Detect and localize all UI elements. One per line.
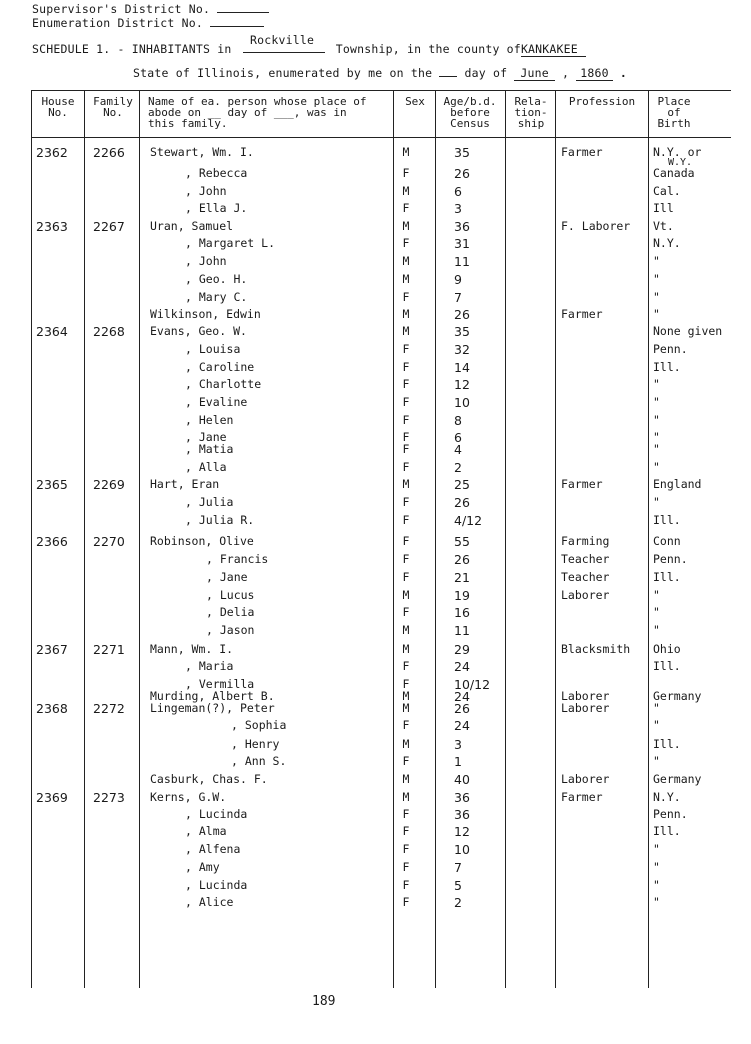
- birthplace-value: ": [653, 460, 660, 474]
- age-value: 36: [454, 790, 470, 805]
- person-name: , Lucinda: [185, 878, 248, 892]
- age-value: 4/12: [454, 513, 483, 528]
- age-value: 40: [454, 772, 470, 787]
- profession-value: Laborer: [561, 772, 610, 786]
- birthplace-value: ": [653, 495, 660, 509]
- sex-value: F: [402, 413, 410, 427]
- sex-value: F: [402, 552, 410, 566]
- sex-value: F: [402, 513, 410, 527]
- profession-value: Farmer: [561, 145, 603, 159]
- birthplace-value: N.Y.: [653, 236, 681, 250]
- sex-value: F: [402, 605, 410, 619]
- page-number: 189: [312, 994, 336, 1009]
- day-word: day of: [464, 66, 508, 80]
- family-no: 2270: [93, 534, 125, 549]
- col-divider-4: [435, 90, 436, 988]
- sex-value: M: [402, 623, 410, 637]
- house-no: 2367: [36, 642, 68, 657]
- end-mark: .: [619, 66, 627, 80]
- birthplace-value: ": [653, 442, 660, 456]
- age-value: 4: [454, 442, 462, 457]
- sex-value: F: [402, 807, 410, 821]
- age-value: 3: [454, 737, 462, 752]
- age-value: 26: [454, 495, 470, 510]
- col-divider-7: [648, 90, 649, 988]
- birthplace-value: Cal.: [653, 184, 681, 198]
- person-name: Murding, Albert B.: [150, 689, 275, 703]
- age-value: 36: [454, 807, 470, 822]
- sex-value: F: [402, 342, 410, 356]
- house-no: 2363: [36, 219, 68, 234]
- birthplace-value: ": [653, 588, 660, 602]
- supervisor-blank: [217, 2, 269, 13]
- birthplace-value: ": [653, 754, 660, 768]
- person-name: , Rebecca: [185, 166, 248, 180]
- family-no: 2273: [93, 790, 125, 805]
- age-value: 10/12: [454, 677, 491, 692]
- sex-value: M: [402, 588, 410, 602]
- age-value: 25: [454, 477, 470, 492]
- birthplace-value: ": [653, 413, 660, 427]
- birthplace-value: N.Y. or: [653, 145, 702, 159]
- person-name: , Ella J.: [185, 201, 248, 215]
- sex-value: F: [402, 442, 410, 456]
- house-no: 2366: [36, 534, 68, 549]
- profession-value: Teacher: [561, 552, 610, 566]
- sex-value: M: [402, 184, 410, 198]
- person-name: , Alice: [185, 895, 234, 909]
- birthplace-value: ": [653, 430, 660, 444]
- person-name: Robinson, Olive: [150, 534, 254, 548]
- age-value: 26: [454, 307, 470, 322]
- person-name: , Louisa: [185, 342, 241, 356]
- person-name: , John: [185, 254, 227, 268]
- birthplace-value: Vt.: [653, 219, 674, 233]
- person-name: , Mary C.: [185, 290, 248, 304]
- sex-value: F: [402, 290, 410, 304]
- family-no: 2268: [93, 324, 125, 339]
- family-no: 2266: [93, 145, 125, 160]
- age-value: 36: [454, 219, 470, 234]
- enumeration-blank: [210, 16, 264, 27]
- age-value: 6: [454, 430, 462, 445]
- person-name: , Julia: [185, 495, 234, 509]
- person-name: , Jane: [185, 430, 227, 444]
- profession-value: Laborer: [561, 588, 610, 602]
- person-name: Uran, Samuel: [150, 219, 234, 233]
- sex-value: F: [402, 677, 410, 691]
- person-name: , Helen: [185, 413, 234, 427]
- person-name: Casburk, Chas. F.: [150, 772, 268, 786]
- state-prefix: State of Illinois, enumerated by me on the: [133, 66, 433, 80]
- person-name: , Alfena: [185, 842, 241, 856]
- township-name: Rockville: [250, 33, 315, 47]
- age-value: 2: [454, 460, 462, 475]
- sex-value: F: [402, 860, 410, 874]
- birthplace-value: Ill.: [653, 360, 681, 374]
- age-value: 9: [454, 272, 462, 287]
- person-name: , Evaline: [185, 395, 248, 409]
- birthplace-value: N.Y.: [653, 790, 681, 804]
- sex-value: F: [402, 495, 410, 509]
- person-name: Kerns, G.W.: [150, 790, 227, 804]
- person-name: Hart, Eran: [150, 477, 220, 491]
- profession-value: Laborer: [561, 689, 610, 703]
- birthplace-value: None given: [653, 324, 723, 338]
- month-field: [514, 66, 555, 81]
- age-value: 55: [454, 534, 470, 549]
- col-relationship: Rela- tion- ship: [514, 95, 548, 130]
- age-value: 7: [454, 860, 462, 875]
- age-value: 1: [454, 754, 462, 769]
- age-value: 6: [454, 184, 462, 199]
- enumeration-label: Enumeration District No.: [32, 16, 203, 30]
- month-value: June: [520, 66, 549, 80]
- birthplace-value: ": [653, 895, 660, 909]
- birthplace-value: Ohio: [653, 642, 681, 656]
- sex-value: F: [402, 754, 410, 768]
- age-value: 31: [454, 236, 470, 251]
- person-name: , Alla: [185, 460, 227, 474]
- sex-value: M: [402, 689, 410, 703]
- age-value: 35: [454, 145, 470, 160]
- sex-value: F: [402, 360, 410, 374]
- profession-value: Blacksmith: [561, 642, 631, 656]
- person-name: , Vermilla: [185, 677, 255, 691]
- sex-value: M: [402, 772, 410, 786]
- birthplace-value: ": [653, 623, 660, 637]
- age-value: 2: [454, 895, 462, 910]
- sex-value: M: [402, 307, 410, 321]
- person-name: Stewart, Wm. I.: [150, 145, 254, 159]
- sex-value: F: [402, 878, 410, 892]
- birthplace-value: Ill.: [653, 737, 681, 751]
- birthplace-value: Ill.: [653, 570, 681, 584]
- age-value: 19: [454, 588, 470, 603]
- col-birthplace: Place of Birth: [657, 95, 691, 130]
- sex-value: F: [402, 824, 410, 838]
- birthplace-value: Germany: [653, 772, 702, 786]
- col-divider-6: [555, 90, 556, 988]
- age-value: 8: [454, 413, 462, 428]
- birthplace-value: ": [653, 718, 660, 732]
- col-profession: Profession: [568, 95, 636, 108]
- person-name: , Delia: [206, 605, 255, 619]
- person-name: Mann, Wm. I.: [150, 642, 234, 656]
- person-name: , Ann S.: [231, 754, 287, 768]
- birthplace-value: England: [653, 477, 702, 491]
- profession-value: Farmer: [561, 307, 603, 321]
- age-value: 12: [454, 377, 470, 392]
- person-name: , Geo. H.: [185, 272, 248, 286]
- age-value: 7: [454, 290, 462, 305]
- person-name: , Amy: [185, 860, 220, 874]
- birthplace-value: ": [653, 605, 660, 619]
- sex-value: M: [402, 477, 410, 491]
- age-value: 29: [454, 642, 470, 657]
- township-suffix: Township, in the county of: [335, 42, 521, 56]
- person-name: , Matia: [185, 442, 234, 456]
- schedule-line: [32, 42, 586, 57]
- family-no: 2271: [93, 642, 125, 657]
- county-field: [521, 42, 586, 57]
- person-name: , Maria: [185, 659, 234, 673]
- person-name: , Jason: [206, 623, 255, 637]
- age-value: 21: [454, 570, 470, 585]
- age-value: 10: [454, 395, 470, 410]
- person-name: , Julia R.: [185, 513, 255, 527]
- birthplace-value: ": [653, 842, 660, 856]
- person-name: Evans, Geo. W.: [150, 324, 247, 338]
- age-value: 11: [454, 254, 470, 269]
- birthplace-value: Ill: [653, 201, 674, 215]
- sex-value: M: [402, 324, 410, 338]
- family-no: 2267: [93, 219, 125, 234]
- col-divider-5: [505, 90, 506, 988]
- person-name: , Henry: [231, 737, 280, 751]
- birthplace-value: ": [653, 395, 660, 409]
- family-no: 2272: [93, 701, 125, 716]
- birthplace-value: Penn.: [653, 552, 688, 566]
- person-name: , Francis: [206, 552, 269, 566]
- birthplace-value: Ill.: [653, 513, 681, 527]
- family-no: 2269: [93, 477, 125, 492]
- person-name: , Lucus: [206, 588, 255, 602]
- birth-note: W.Y.: [668, 157, 693, 168]
- age-value: 10: [454, 842, 470, 857]
- house-no: 2362: [36, 145, 68, 160]
- sex-value: F: [402, 659, 410, 673]
- house-no: 2365: [36, 477, 68, 492]
- col-name: Name of ea. person whose place of abode on __ day of ___, was in this family.: [148, 95, 367, 130]
- birthplace-value: ": [653, 290, 660, 304]
- col-divider-2: [139, 90, 140, 988]
- profession-value: Farmer: [561, 477, 603, 491]
- house-no: 2364: [36, 324, 68, 339]
- sex-value: M: [402, 790, 410, 804]
- house-no: 2368: [36, 701, 68, 716]
- birthplace-value: Penn.: [653, 807, 688, 821]
- age-value: 11: [454, 623, 470, 638]
- supervisor-label: Supervisor's District No.: [32, 2, 211, 16]
- sex-value: M: [402, 737, 410, 751]
- table-header-rule: [31, 137, 731, 138]
- person-name: Wilkinson, Edwin: [150, 307, 261, 321]
- birthplace-value: ": [653, 254, 660, 268]
- profession-value: Farmer: [561, 790, 603, 804]
- age-value: 24: [454, 718, 470, 733]
- sex-value: F: [402, 166, 410, 180]
- birthplace-value: Canada: [653, 166, 695, 180]
- sex-value: F: [402, 377, 410, 391]
- sex-value: F: [402, 460, 410, 474]
- age-value: 32: [454, 342, 470, 357]
- person-name: , Alma: [185, 824, 227, 838]
- person-name: , Charlotte: [185, 377, 262, 391]
- profession-value: F. Laborer: [561, 219, 631, 233]
- person-name: , Caroline: [185, 360, 255, 374]
- sex-value: F: [402, 570, 410, 584]
- sex-value: M: [402, 219, 410, 233]
- col-age: Age/b.d. before Census: [443, 95, 497, 130]
- sex-value: F: [402, 534, 410, 548]
- person-name: , Margaret L.: [185, 236, 276, 250]
- sex-value: F: [402, 842, 410, 856]
- profession-value: Teacher: [561, 570, 610, 584]
- birthplace-value: Germany: [653, 689, 702, 703]
- year-value: 1860: [580, 66, 609, 80]
- age-value: 24: [454, 659, 470, 674]
- birthplace-value: Penn.: [653, 342, 688, 356]
- age-value: 26: [454, 166, 470, 181]
- birthplace-value: ": [653, 307, 660, 321]
- county-name: KANKAKEE: [520, 42, 578, 56]
- age-value: 16: [454, 605, 470, 620]
- sex-value: F: [402, 201, 410, 215]
- sex-value: F: [402, 430, 410, 444]
- age-value: 14: [454, 360, 470, 375]
- person-name: , Lucinda: [185, 807, 248, 821]
- age-value: 24: [454, 689, 470, 704]
- sex-value: M: [402, 272, 410, 286]
- birthplace-value: ": [653, 272, 660, 286]
- col-house: House No.: [41, 95, 75, 119]
- sex-value: M: [402, 254, 410, 268]
- year-field: [576, 66, 613, 81]
- col-divider-1: [84, 90, 85, 988]
- birthplace-value: Ill.: [653, 659, 681, 673]
- sex-value: M: [402, 145, 410, 159]
- sex-value: F: [402, 236, 410, 250]
- person-name: , John: [185, 184, 227, 198]
- person-name: Lingeman(?), Peter: [150, 701, 275, 715]
- age-value: 3: [454, 201, 462, 216]
- col-family: Family No.: [93, 95, 133, 119]
- birthplace-value: ": [653, 377, 660, 391]
- age-value: 12: [454, 824, 470, 839]
- profession-value: Laborer: [561, 701, 610, 715]
- house-no: 2369: [36, 790, 68, 805]
- age-value: 26: [454, 552, 470, 567]
- state-line: State of Illinois, enumerated by me on the day of June , 1860 .: [133, 66, 627, 80]
- birthplace-value: Conn: [653, 534, 681, 548]
- person-name: , Jane: [206, 570, 248, 584]
- sex-value: F: [402, 895, 410, 909]
- township-blank: [243, 42, 325, 53]
- sex-value: F: [402, 718, 410, 732]
- birthplace-value: ": [653, 878, 660, 892]
- sex-value: F: [402, 395, 410, 409]
- col-divider-0: [31, 90, 32, 988]
- col-divider-3: [393, 90, 394, 988]
- supervisor-district: [32, 2, 269, 16]
- schedule-prefix: SCHEDULE 1. - INHABITANTS in: [32, 42, 232, 56]
- day-field: [439, 76, 457, 77]
- col-sex: Sex: [405, 95, 425, 108]
- birthplace-value: ": [653, 701, 660, 715]
- person-name: , Sophia: [231, 718, 287, 732]
- age-value: 5: [454, 878, 462, 893]
- birthplace-value: Ill.: [653, 824, 681, 838]
- age-value: 35: [454, 324, 470, 339]
- table-top-rule: [31, 90, 731, 91]
- birthplace-value: ": [653, 860, 660, 874]
- sex-value: M: [402, 701, 410, 715]
- enumeration-district: [32, 16, 264, 30]
- age-value: 26: [454, 701, 470, 716]
- sex-value: M: [402, 642, 410, 656]
- profession-value: Farming: [561, 534, 610, 548]
